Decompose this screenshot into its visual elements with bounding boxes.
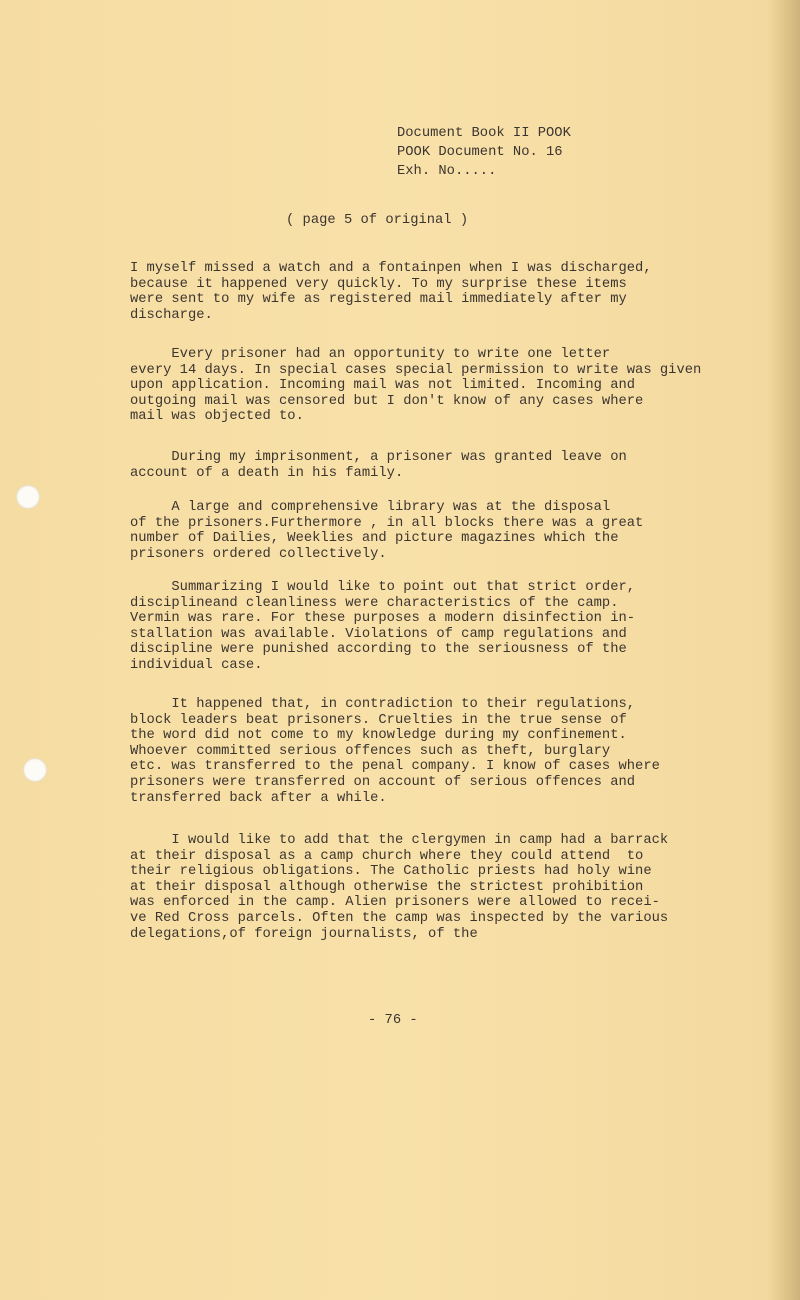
punch-hole xyxy=(16,485,40,509)
paragraph xyxy=(130,833,668,942)
paragraph xyxy=(130,450,627,481)
paragraph xyxy=(130,697,660,806)
text-line: During my imprisonment, a prisoner was granted leave on xyxy=(130,450,627,465)
punch-hole xyxy=(23,758,47,782)
text-line: It happened that, in contradiction to their regulations, xyxy=(130,697,636,712)
paragraph xyxy=(130,580,635,674)
text-line: delegations,of foreign journalists, of the xyxy=(130,926,478,942)
page-note: ( page 5 of original ) xyxy=(286,213,469,228)
text-line: their religious obligations. The Catholic priests had holy wine xyxy=(130,864,652,880)
text-line: stallation was available. Violations of camp regulations and xyxy=(130,626,627,642)
text-line: was enforced in the camp. Alien prisoners were allowed to recei- xyxy=(130,895,660,911)
text-line: prisoners ordered collectively. xyxy=(130,546,387,562)
text-line: transferred back after a while. xyxy=(130,790,387,806)
text-line: at their disposal as a camp church where they could attend to xyxy=(130,848,644,864)
text-line: of the prisoners.Furthermore , in all blocks there was a great xyxy=(130,515,644,531)
header-line: POOK Document No. 16 xyxy=(397,145,563,160)
text-line: were sent to my wife as registered mail immediately after my xyxy=(130,292,627,308)
document-header xyxy=(397,124,571,181)
text-line: disciplineand cleanliness were characteristics of the camp. xyxy=(130,595,619,611)
text-line: mail was objected to. xyxy=(130,409,304,425)
header-line: Document Book II POOK xyxy=(397,126,571,141)
text-line: individual case. xyxy=(130,657,263,673)
text-line: number of Dailies, Weeklies and picture magazines which the xyxy=(130,531,619,547)
text-line: outgoing mail was censored but I don't know of any cases where xyxy=(130,393,644,409)
text-line: I myself missed a watch and a fontainpen when I was discharged, xyxy=(130,261,652,276)
text-line: Vermin was rare. For these purposes a modern disinfection in- xyxy=(130,611,636,627)
text-line: Every prisoner had an opportunity to write one letter xyxy=(130,347,611,362)
text-line: Whoever committed serious offences such as theft, burglary xyxy=(130,743,611,759)
text-line: ve Red Cross parcels. Often the camp was inspected by the various xyxy=(130,910,669,926)
text-line: because it happened very quickly. To my surprise these items xyxy=(130,276,627,292)
text-line: the word did not come to my knowledge during my confinement. xyxy=(130,728,627,744)
page-number: - 76 - xyxy=(368,1013,418,1028)
paragraph xyxy=(130,500,643,562)
text-line: etc. was transferred to the penal company. I know of cases where xyxy=(130,759,660,775)
text-line: Summarizing I would like to point out that strict order, xyxy=(130,580,636,595)
paragraph xyxy=(130,347,701,425)
text-line: discipline were punished according to the seriousness of the xyxy=(130,642,627,658)
text-line: discharge. xyxy=(130,307,213,323)
text-line: block leaders beat prisoners. Cruelties in the true sense of xyxy=(130,712,627,728)
header-line: Exh. No..... xyxy=(397,164,497,179)
text-line: prisoners were transferred on account of serious offences and xyxy=(130,774,636,790)
text-line: I would like to add that the clergymen in camp had a barrack xyxy=(130,833,669,848)
paragraph xyxy=(130,261,652,323)
text-line: A large and comprehensive library was at the disposal xyxy=(130,500,611,515)
text-line: every 14 days. In special cases special permission to write was given xyxy=(130,362,702,378)
text-line: upon application. Incoming mail was not limited. Incoming and xyxy=(130,378,636,394)
text-line: account of a death in his family. xyxy=(130,465,404,481)
text-line: at their disposal although otherwise the strictest prohibition xyxy=(130,879,644,895)
